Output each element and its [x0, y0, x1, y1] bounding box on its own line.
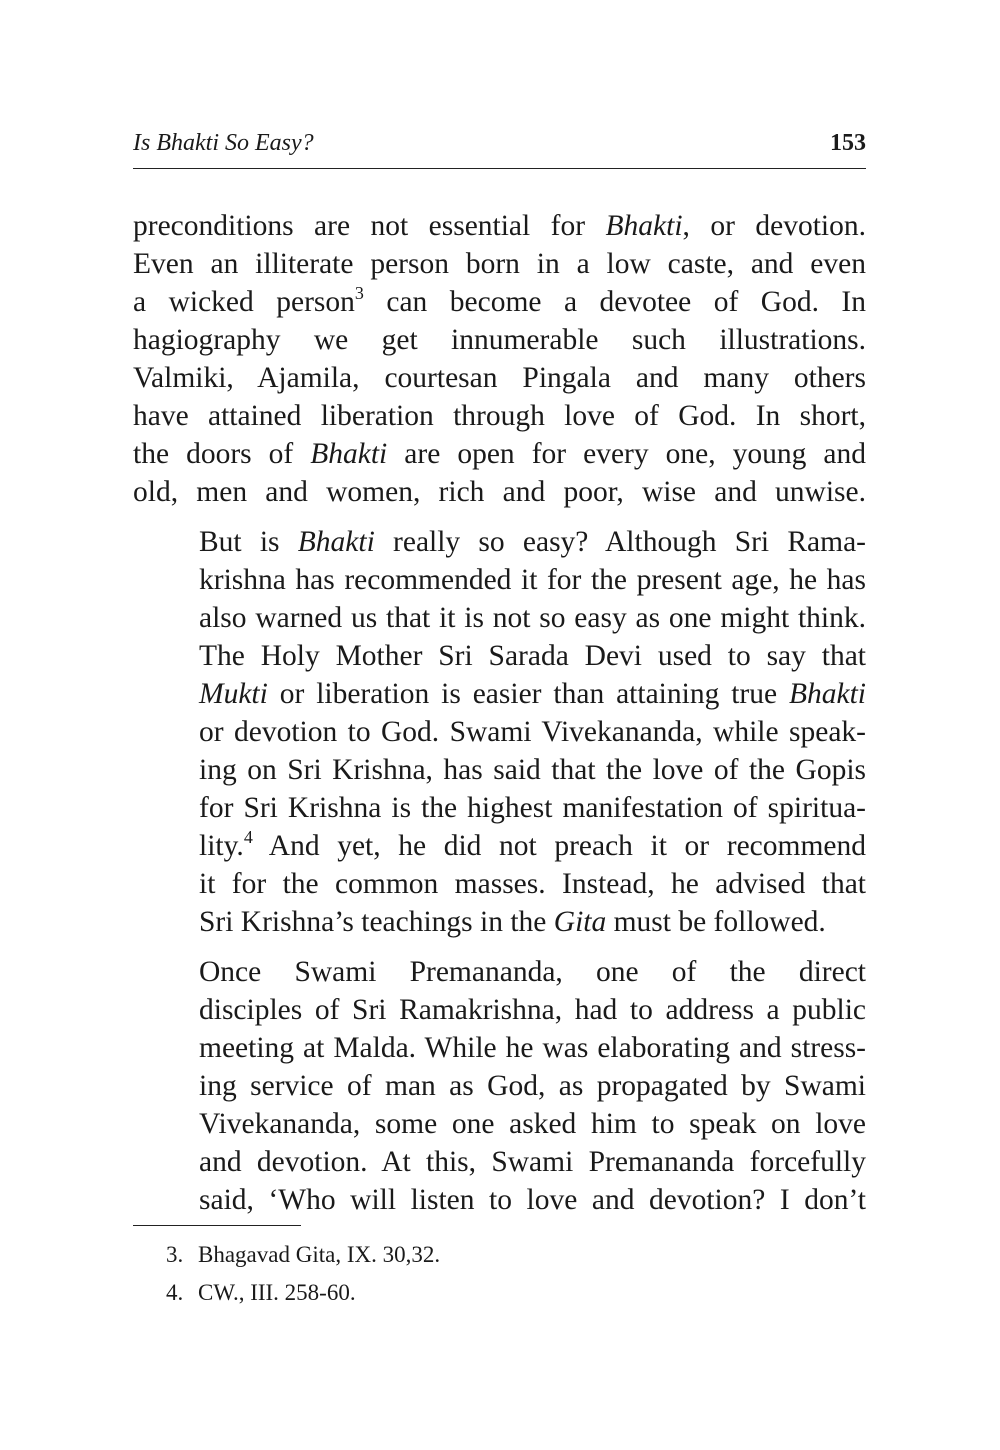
- text-line: and devotion. At this, Swami Premananda forcefully: [199, 1146, 866, 1178]
- italic-term: Gita: [553, 906, 607, 938]
- text-line: The Holy Mother Sri Sarada Devi used to say that: [199, 640, 866, 672]
- text-line: also warned us that it is not so easy as one might think.: [199, 602, 866, 634]
- italic-term: Mukti: [199, 678, 268, 710]
- running-title: Is Bhakti So Easy?: [133, 130, 314, 156]
- text-line: old, men and women, rich and poor, wise and unwise.: [133, 476, 866, 508]
- page-number: 153: [830, 130, 866, 156]
- text-line: ing on Sri Krishna, has said that the love of the Gopis: [199, 754, 866, 786]
- footnote: [166, 1236, 440, 1274]
- footnote-number: 4.: [166, 1280, 184, 1305]
- text-line: disciples of Sri Ramakrishna, had to address a public: [199, 994, 866, 1026]
- footnote: [166, 1274, 440, 1312]
- text-line: preconditions are not essential for Bhakti, or devotion.: [133, 210, 867, 242]
- text-line: krishna has recommended it for the present age, he has: [199, 564, 866, 596]
- paragraph: [133, 207, 866, 511]
- text-line: hagiography we get innumerable such illustrations.: [133, 324, 866, 356]
- italic-term: Bhakti: [788, 678, 866, 710]
- footnote-ref: 4: [243, 827, 253, 847]
- text-line: have attained liberation through love of God. In short,: [133, 400, 866, 432]
- text-line: Valmiki, Ajamila, courtesan Pingala and many others: [133, 362, 866, 394]
- body-text: [133, 207, 866, 1219]
- italic-term: Bhakti: [310, 438, 388, 470]
- text-line: Mukti or liberation is easier than attaining true Bhakti: [199, 678, 866, 710]
- text-line: But is Bhakti really so easy? Although Sri Rama-: [199, 526, 866, 558]
- text-line: the doors of Bhakti are open for every one, young and: [133, 438, 867, 470]
- text-line: Once Swami Premananda, one of the direct: [199, 956, 866, 988]
- paragraph: [133, 523, 866, 941]
- text-line: it for the common masses. Instead, he advised that: [199, 868, 866, 900]
- text-line: for Sri Krishna is the highest manifestation of spiritua-: [199, 792, 866, 824]
- page-header: [133, 128, 866, 169]
- footnotes: [166, 1236, 440, 1312]
- text-line: Sri Krishna’s teachings in the Gita must be followed.: [199, 906, 826, 938]
- italic-term: Bhakti: [297, 526, 375, 558]
- text-line: ing service of man as God, as propagated by Swami: [199, 1070, 866, 1102]
- text-line: said, ‘Who will listen to love and devotion? I don’t: [199, 1184, 866, 1216]
- text-line: meeting at Malda. While he was elaborating and stress-: [199, 1032, 866, 1064]
- footnote-ref: 3: [354, 283, 364, 303]
- footnote-text: Bhagavad Gita, IX. 30,32.: [198, 1242, 441, 1267]
- italic-term: Bhakti: [605, 210, 683, 242]
- footnote-text: CW., III. 258-60.: [198, 1280, 356, 1305]
- text-line: or devotion to God. Swami Vivekananda, while speak-: [199, 716, 866, 748]
- footnote-number: 3.: [166, 1242, 184, 1267]
- text-line: Even an illiterate person born in a low caste, and even: [133, 248, 866, 280]
- footnote-rule: [133, 1225, 301, 1226]
- paragraph: [133, 953, 866, 1219]
- text-line: lity.$^4$ And yet, he did not preach it or recommend: [199, 827, 866, 862]
- text-line: Vivekananda, some one asked him to speak on love: [199, 1108, 866, 1140]
- text-line: a wicked person$^3$ can become a devotee of God. In: [133, 283, 866, 318]
